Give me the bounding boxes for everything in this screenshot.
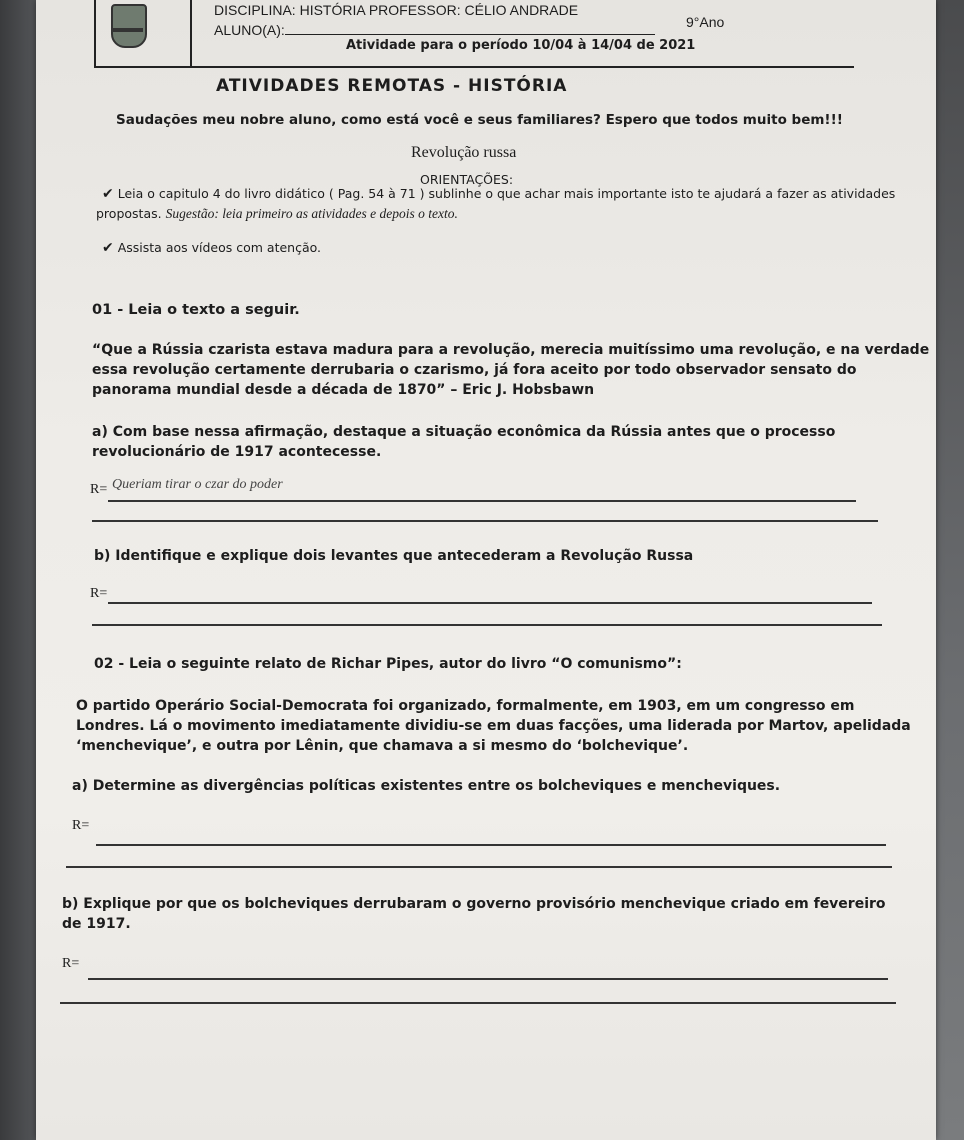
header-divider	[190, 0, 192, 66]
q2b-answer-line-1[interactable]	[88, 978, 888, 980]
guidance-item-1	[102, 186, 895, 202]
guidance-item-2	[102, 240, 321, 256]
worksheet-page	[36, 0, 936, 1140]
grade-label: 9°Ano	[686, 14, 725, 30]
student-label: ALUNO(A):	[214, 22, 285, 38]
q1b-answer-prefix: R=	[90, 586, 108, 601]
logo-band	[111, 28, 143, 32]
q1a-answer-prefix: R=	[90, 482, 108, 497]
q2a-answer-line-2[interactable]	[66, 866, 892, 868]
q2a-answer-prefix: R=	[72, 818, 90, 833]
discipline-label: DISCIPLINA: HISTÓRIA PROFESSOR: CÉLIO ANDRADE	[214, 2, 579, 18]
q1-quote-line-2: essa revolução certamente derrubaria o czarismo, já fora aceito por todo observador sensato do	[92, 362, 857, 378]
q1a-line-1: a) Com base nessa afirmação, destaque a situação econômica da Rússia antes que o processo	[92, 424, 836, 440]
subject-title: Revolução russa	[411, 144, 517, 161]
q2a-answer-line-1[interactable]	[96, 844, 886, 846]
q2b-answer-prefix: R=	[62, 956, 80, 971]
q1-quote-line-3: panorama mundial desde a década de 1870” – Eric J. Hobsbawn	[92, 382, 595, 398]
period-label: Atividade para o período 10/04 à 14/04 de 2021	[346, 38, 696, 53]
q2b-line-2: de 1917.	[62, 916, 131, 932]
guidance-heading: ORIENTAÇÕES:	[420, 172, 514, 187]
guidance-item-1-text-2: propostas.	[96, 206, 162, 221]
student-name-field[interactable]	[285, 34, 655, 35]
guidance-item-2-text: Assista aos vídeos com atenção.	[117, 240, 322, 255]
q1a-line-2: revolucionário de 1917 acontecesse.	[92, 444, 382, 460]
q2-text-line-2: Londres. Lá o movimento imediatamente dividiu-se em duas facções, uma liderada por Martov, apelidada	[76, 718, 911, 734]
q1a-answer-line-1[interactable]	[108, 500, 856, 502]
check-bullet-icon: ✔	[102, 186, 114, 202]
guidance-suggestion: Sugestão: leia primeiro as atividades e depois o texto.	[165, 206, 458, 221]
q1b-answer-line-2[interactable]	[92, 624, 882, 626]
check-bullet-icon: ✔	[102, 240, 114, 256]
q2b-answer-line-2[interactable]	[60, 1002, 896, 1004]
guidance-item-1-cont	[96, 206, 458, 222]
greeting-text: Saudações meu nobre aluno, como está você e seus familiares? Espero que todos muito bem!!!	[116, 112, 843, 128]
q2-text-line-1: O partido Operário Social-Democrata foi organizado, formalmente, em 1903, em um congresso em	[76, 698, 855, 714]
q1-quote-line-1: “Que a Rússia czarista estava madura para a revolução, merecia muitíssimo uma revolução, e na verdade	[92, 342, 930, 358]
q1b-question: b) Identifique e explique dois levantes que antecederam a Revolução Russa	[94, 548, 694, 564]
q1b-answer-line-1[interactable]	[108, 602, 872, 604]
school-logo-icon	[111, 4, 147, 48]
q1a-handwritten-answer: Queriam tirar o czar do poder	[112, 477, 283, 492]
page-title: ATIVIDADES REMOTAS - HISTÓRIA	[216, 76, 568, 96]
q2-text-line-3: ‘menchevique’, e outra por Lênin, que chamava a si mesmo do ‘bolchevique’.	[76, 738, 689, 754]
q1a-answer-line-2[interactable]	[92, 520, 878, 522]
q2b-line-1: b) Explique por que os bolcheviques derrubaram o governo provisório menchevique criado em fevereiro	[62, 896, 886, 912]
q2a-question: a) Determine as divergências políticas existentes entre os bolcheviques e mencheviques.	[72, 778, 781, 794]
guidance-item-1-text: Leia o capitulo 4 do livro didático ( Pag. 54 à 71 ) sublinhe o que achar mais importante isto te ajudará a fazer as atividades	[117, 186, 896, 201]
q1-heading: 01 - Leia o texto a seguir.	[92, 302, 300, 318]
q2-heading: 02 - Leia o seguinte relato de Richar Pipes, autor do livro “O comunismo”:	[94, 656, 682, 672]
student-row	[214, 22, 655, 38]
